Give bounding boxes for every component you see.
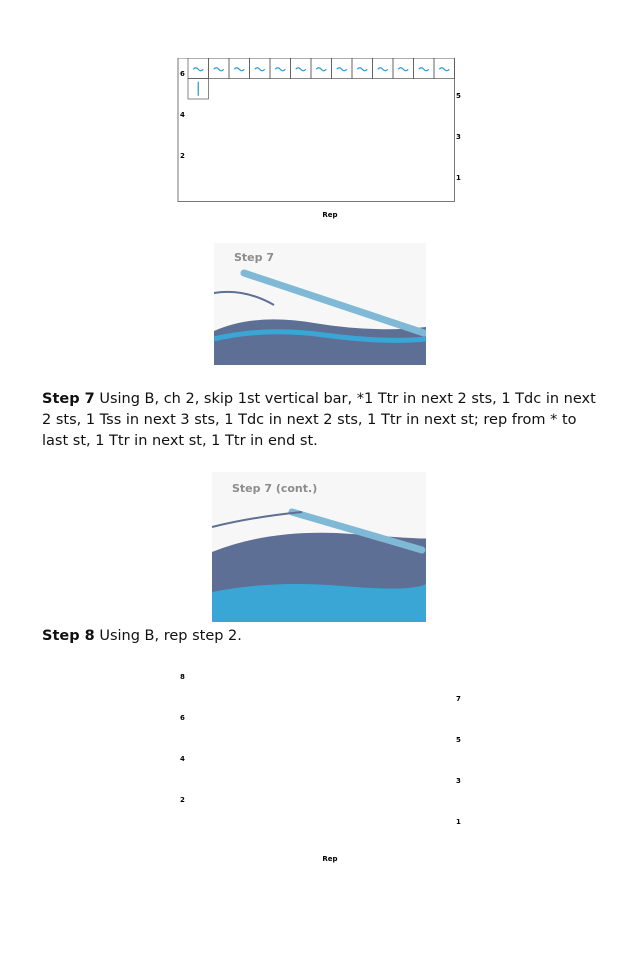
left-row-label: 6 (180, 70, 185, 78)
wavy-return-icon (398, 68, 408, 71)
left-row-label: 2 (180, 152, 185, 160)
wavy-return-icon (439, 68, 449, 71)
photo-caption: Step 7 (cont.) (232, 482, 318, 495)
wavy-return-icon (419, 68, 429, 71)
wavy-return-icon (296, 68, 306, 71)
right-row-label: 1 (456, 818, 461, 826)
left-row-label: 6 (180, 714, 185, 722)
rep-label: Rep (322, 211, 338, 219)
rep-label: Rep (322, 855, 338, 863)
wavy-return-icon (234, 68, 244, 71)
right-row-label: 5 (456, 92, 461, 100)
wavy-return-icon (337, 68, 347, 71)
photo-caption: Step 7 (234, 251, 274, 264)
right-row-label: 5 (456, 736, 461, 744)
step7-cont-photo (212, 472, 426, 622)
left-row-label: 4 (180, 755, 185, 763)
wavy-return-icon (255, 68, 265, 71)
step7-heading: Step 7 (42, 391, 95, 407)
wavy-return-icon (214, 68, 224, 71)
step7-instructions (42, 389, 600, 452)
wavy-return-icon (193, 68, 203, 71)
step7-photo (214, 243, 426, 365)
wavy-return-icon (357, 68, 367, 71)
wavy-return-icon (275, 68, 285, 71)
wavy-return-icon (378, 68, 388, 71)
stitch-chart-top-svg (170, 58, 470, 228)
left-row-label: 2 (180, 796, 185, 804)
step8-body: Using B, rep step 2. (99, 628, 242, 644)
right-row-label: 7 (456, 695, 461, 703)
right-row-label: 1 (456, 174, 461, 182)
step8-instructions (42, 626, 600, 647)
stitch-chart-bottom (170, 665, 470, 870)
step7-body: Using B, ch 2, skip 1st vertical bar, *1 Ttr in next 2 sts, 1 Tdc in next 2 sts, 1 Tss in next 3 sts, 1 Tdc in next 2 sts, 1 Ttr in next st; rep from * to last st, 1 Ttr in next st, 1 Ttr in end st. (42, 391, 596, 449)
stitch-chart-top (170, 58, 470, 228)
step7-photo-svg (214, 243, 426, 365)
stitch-chart-bottom-svg (170, 665, 470, 870)
left-row-label: 4 (180, 111, 185, 119)
wavy-return-icon (316, 68, 326, 71)
left-row-label: 8 (180, 673, 185, 681)
step7-cont-photo-svg (212, 472, 426, 622)
right-row-label: 3 (456, 777, 461, 785)
right-row-label: 3 (456, 133, 461, 141)
step8-heading: Step 8 (42, 628, 95, 644)
